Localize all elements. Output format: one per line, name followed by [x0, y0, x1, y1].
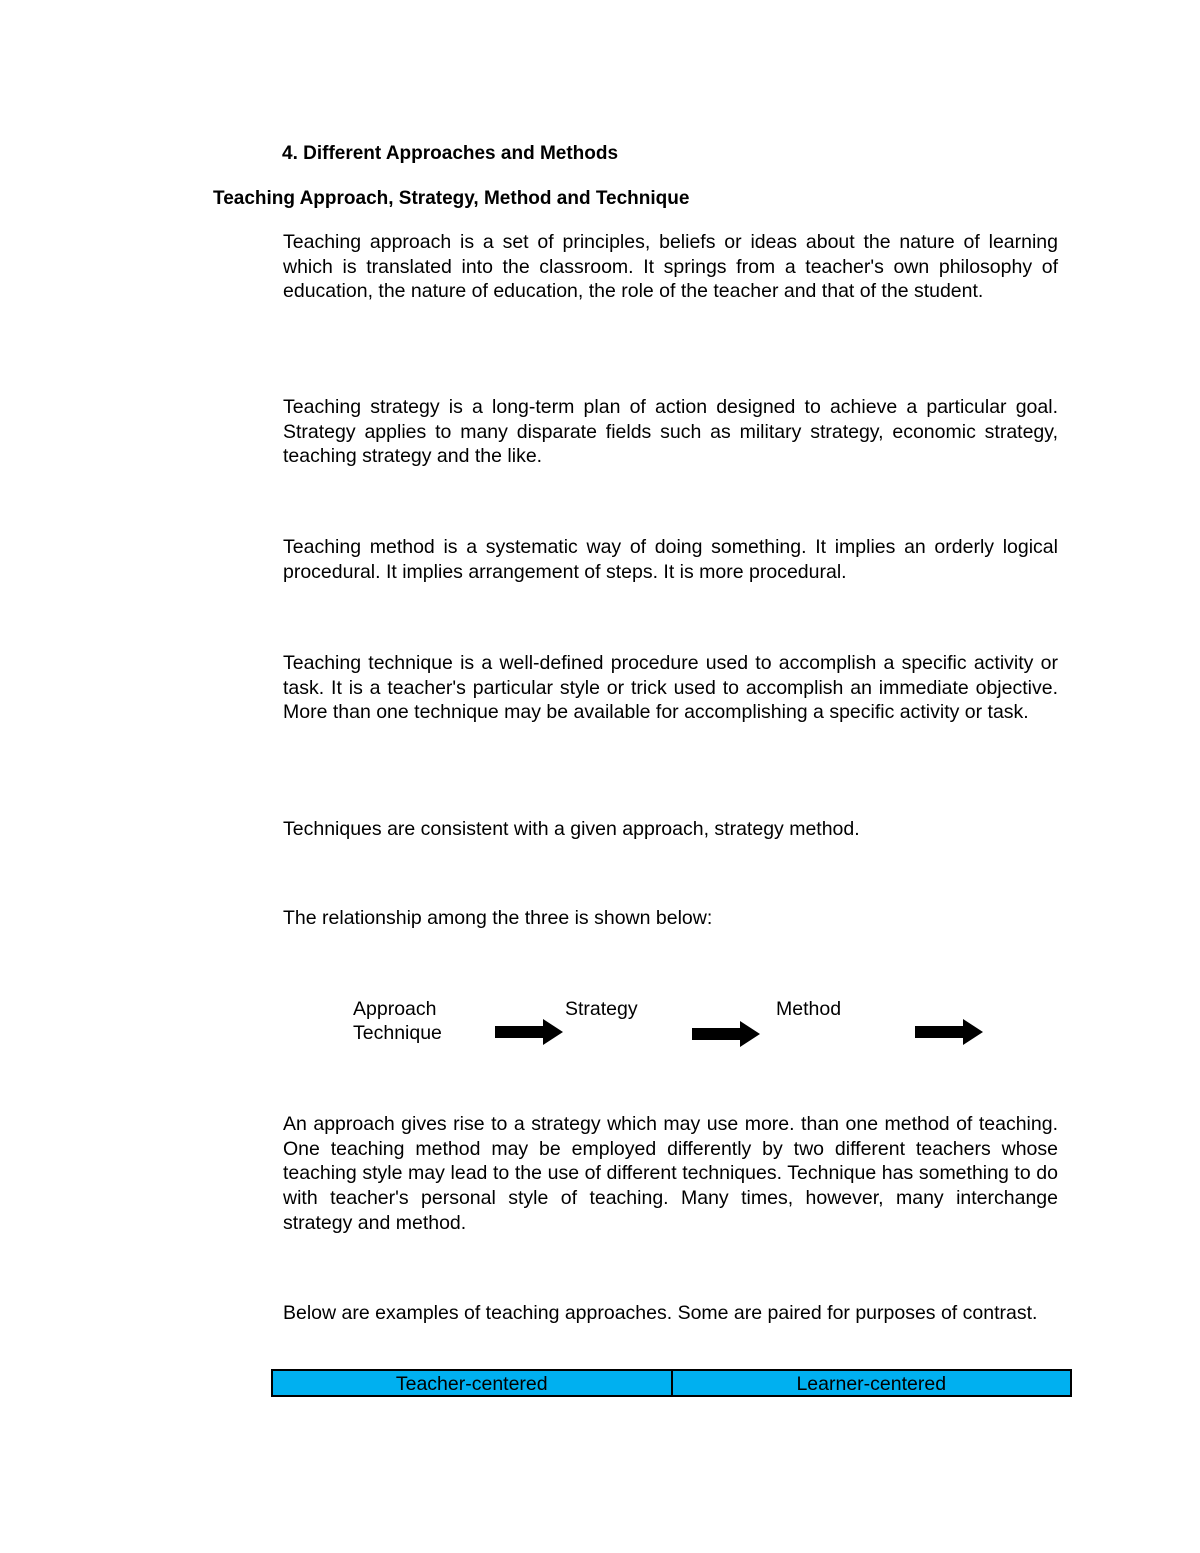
diagram-label-approach: Approach: [353, 998, 437, 1020]
section-subtitle: Teaching Approach, Strategy, Method and Technique: [213, 188, 690, 209]
right-arrow-icon: [913, 1016, 987, 1048]
paragraph-method: Teaching method is a systematic way of doing something. It implies an orderly logical procedural. It implies arrangement of steps. It is more procedural.: [283, 536, 1058, 583]
paragraph-examples: Below are examples of teaching approaches. Some are paired for purposes of contrast.: [283, 1302, 1038, 1324]
diagram-label-strategy: Strategy: [565, 998, 638, 1020]
paragraph-approach: Teaching approach is a set of principles, beliefs or ideas about the nature of learning which is translated into the classroom. It springs from a teacher's own philosophy of education, the nature of education, the role of the teacher and that of the student.: [283, 231, 1058, 303]
paragraph-gives-rise: An approach gives rise to a strategy which may use more. than one method of teaching. One teaching method may be employed differently by two different teachers whose teaching style may lead to the use of different techniques. Technique has something to do with teacher's personal style of teaching. Many times, however, many interchange strategy and method.: [283, 1113, 1058, 1234]
paragraph-strategy: Teaching strategy is a long-term plan of action designed to achieve a particular goal. Strategy applies to many disparate fields such as military strategy, economic strategy, teaching strategy and the like.: [283, 396, 1058, 468]
right-arrow-icon: [690, 1018, 764, 1050]
paragraph-relationship: The relationship among the three is shown below:: [283, 907, 713, 929]
section-title: 4. Different Approaches and Methods: [282, 143, 619, 164]
paragraph-consistent: Techniques are consistent with a given approach, strategy method.: [283, 818, 860, 840]
paragraph-technique: Teaching technique is a well-defined procedure used to accomplish a specific activity or task. It is a teacher's particular style or trick used to accomplish an immediate objective. More than one technique may be available for accomplishing a specific activity or task.: [283, 652, 1058, 724]
diagram-label-method: Method: [776, 998, 842, 1020]
right-arrow-icon: [493, 1016, 567, 1048]
contrast-table-header: [271, 1369, 1072, 1397]
diagram-label-technique: Technique: [353, 1022, 442, 1044]
table-header-teacher-centered: Teacher-centered: [395, 1373, 548, 1395]
table-header-learner-centered: Learner-centered: [671, 1371, 1071, 1395]
